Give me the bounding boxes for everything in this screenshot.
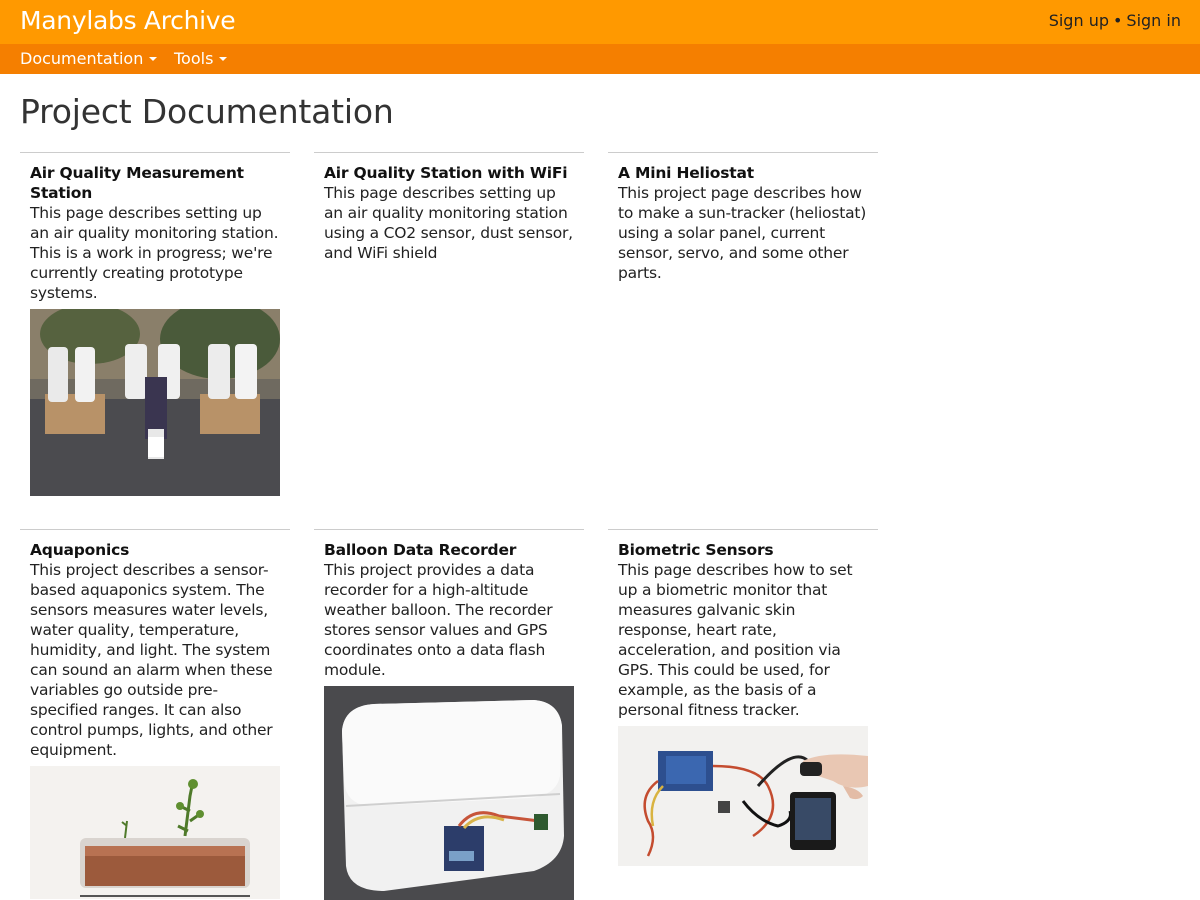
project-description: This page describes how to set up a biometric monitor that measures galvanic skin response, heart rate, acceleration, and position via GPS. This could be used, for example, as the basis of a personal fitness tracker.: [618, 561, 853, 719]
page-title: Project Documentation: [20, 92, 394, 131]
auth-separator: •: [1112, 11, 1123, 30]
project-card: [20, 529, 290, 899]
project-description: This page describes setting up an air quality monitoring station. This is a work in progress; we're currently creating prototype systems.: [30, 204, 279, 302]
aquaponics-photo: [30, 766, 280, 899]
nav-bar: [0, 44, 1200, 74]
chevron-down-icon: [219, 57, 227, 61]
site-brand[interactable]: Manylabs Archive: [20, 6, 236, 35]
project-description: This project provides a data recorder for a high-altitude weather balloon. The recorder stores sensor values and GPS coordinates onto a data flash module.: [324, 561, 553, 679]
project-thumbnail[interactable]: [324, 686, 574, 900]
project-description: This project page describes how to make a sun-tracker (heliostat) using a solar panel, current sensor, servo, and some other parts.: [618, 184, 867, 282]
balloon-recorder-photo: [324, 686, 574, 900]
project-title-link[interactable]: A Mini Heliostat: [618, 164, 754, 182]
nav-tools-menu[interactable]: [174, 49, 227, 69]
project-title-link[interactable]: Air Quality Station with WiFi: [324, 164, 568, 182]
project-title-link[interactable]: Biometric Sensors: [618, 541, 774, 559]
project-card: [314, 529, 584, 900]
project-card: [20, 152, 290, 496]
project-thumbnail[interactable]: [30, 309, 280, 496]
project-title-link[interactable]: Balloon Data Recorder: [324, 541, 517, 559]
biometric-sensors-photo: [618, 726, 868, 866]
project-card: [314, 152, 584, 263]
project-card: [608, 152, 878, 283]
project-title-link[interactable]: Aquaponics: [30, 541, 130, 559]
nav-documentation-label: Documentation: [20, 49, 144, 68]
project-thumbnail[interactable]: [618, 726, 868, 866]
chevron-down-icon: [149, 57, 157, 61]
project-thumbnail[interactable]: [30, 766, 280, 899]
project-description: This project describes a sensor-based aquaponics system. The sensors measures water levels, water quality, temperature, humidity, and light. The system can sound an alarm when these variables go outside pre-specified ranges. It can also control pumps, lights, and other equipment.: [30, 561, 273, 759]
nav-tools-label: Tools: [174, 49, 214, 68]
top-header-bar: [0, 0, 1200, 44]
air-quality-station-photo: [30, 309, 280, 496]
sign-up-link[interactable]: Sign up: [1048, 11, 1109, 30]
project-title-link[interactable]: Air Quality Measurement Station: [30, 164, 244, 202]
project-description: This page describes setting up an air quality monitoring station using a CO2 sensor, dust sensor, and WiFi shield: [324, 184, 573, 262]
sign-in-link[interactable]: Sign in: [1126, 11, 1181, 30]
auth-links: [1049, 10, 1181, 32]
project-card: [608, 529, 878, 866]
nav-documentation-menu[interactable]: [20, 49, 157, 69]
